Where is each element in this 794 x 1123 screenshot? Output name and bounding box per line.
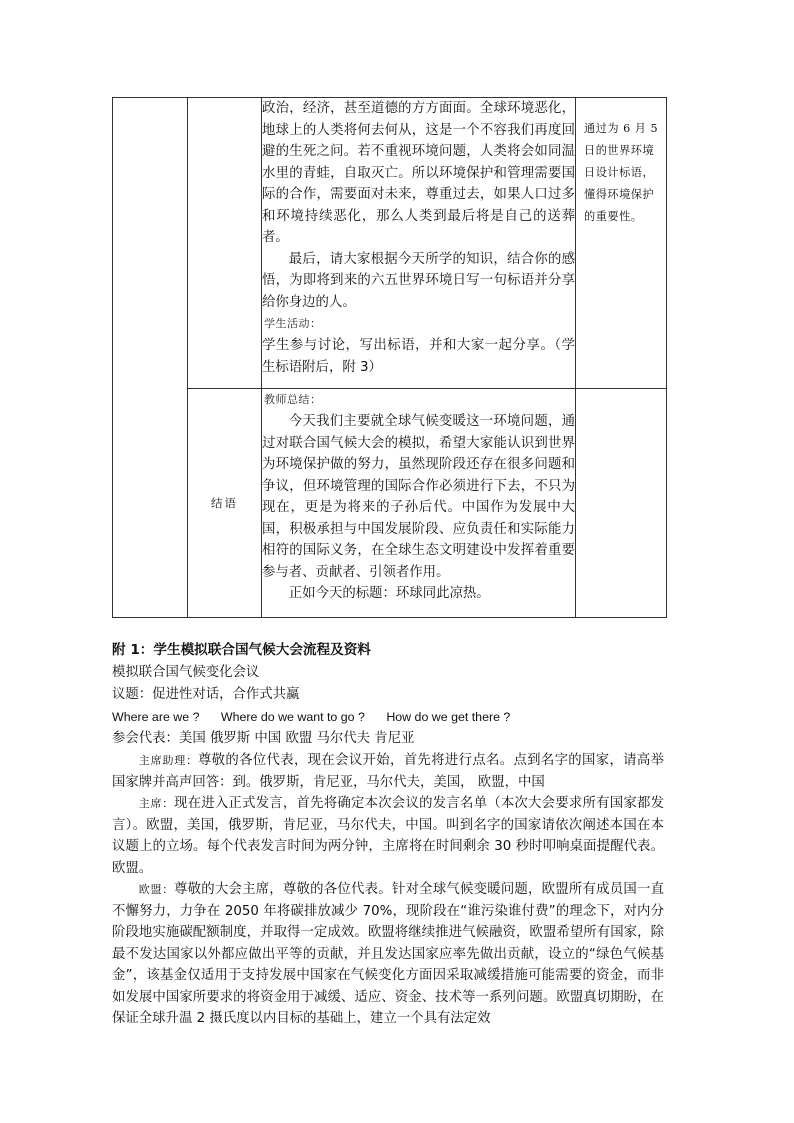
question-2: Where do we want to go ? (220, 710, 365, 724)
teacher-text-closing: 最后，请大家根据今天所学的知识，结合你的感悟，为即将到来的六五世界环境日写一句标语并分享给你身边的人。 (262, 251, 575, 310)
lesson-plan-table (112, 97, 667, 618)
appendix-topic: 议题：促进性对话，合作式共赢 (112, 687, 300, 702)
design-intent-cell (576, 98, 667, 389)
appendix-subtitle: 模拟联合国气候变化会议 (112, 665, 260, 680)
speaker-label: 欧盟： (138, 883, 174, 896)
student-activity-label: 学生活动： (264, 317, 322, 330)
design-intent-cell (576, 389, 667, 618)
step-cell (188, 98, 262, 389)
activity-cell (262, 389, 576, 618)
speech-paragraph (112, 793, 664, 879)
speech-text: 尊敬的各位代表，现在会议开始，首先将进行点名。点到名字的国家，请高举国家牌并高声回答：到。俄罗斯，肯尼亚，马尔代夫，美国， 欧盟，中国 (112, 753, 665, 790)
speech-text: 尊敬的大会主席，尊敬的各位代表。针对全球气候变暖问题，欧盟所有成员国一直不懈努力，力争在 2050 年将碳排放减少 70%，现阶段在“谁污染谁付费”的理念下，对内分阶段地实施碳配额制度，并取得一定成效。欧盟将继续推进气候融资，欧盟希望所有国家，除最不发达国家以外都应做出平等的贡献，并且发达国家应率先做出贡献，设立的“绿色气候基金”，该基金仅适用于支持发展中国家在气候变化方面因采取减缓措施可能需要的资金，而非如发展中国家所要求的将资金用于减缓、适应、资金、技术等一系列问题。欧盟真切期盼，在保证全球升温 2 摄氏度以内目标的基础上，建立一个具有法定效 (112, 882, 665, 1026)
table-row (113, 98, 667, 389)
teacher-summary-label: 教师总结： (264, 393, 322, 406)
student-activity-text: 学生参与讨论，写出标语，并和大家一起分享。（学生标语附后，附 3） (262, 338, 575, 375)
stage-cell (113, 98, 188, 618)
design-intent-note: 通过为 6 月 5 日的世界环境日设计标语，懂得环境保护的重要性。 (584, 122, 659, 223)
guiding-questions (112, 706, 664, 728)
question-3: How do we get there ? (386, 710, 511, 724)
activity-cell (262, 98, 576, 389)
teacher-summary-closing: 正如今天的标题：环球同此凉热。 (288, 586, 490, 601)
appendix-title: 附 1：学生模拟联合国气候大会流程及资料 (112, 642, 371, 658)
question-1: Where are we ? (112, 710, 200, 724)
speaker-label: 主席助理： (138, 754, 198, 767)
teacher-text: 政治，经济，甚至道德的方方面面。全球环境恶化，地球上的人类将何去何从，这是一个不容我们再度回避的生死之问。若不重视环境问题，人类将会如同温水里的青蛙，自取灭亡。所以环境保护和管理需要国际的合作，需要面对未来，尊重过去，如果人口过多和环境持续恶化，那么人类到最后将是自己的送葬者。 (262, 101, 575, 245)
table-row (113, 389, 667, 618)
speech-paragraph (112, 750, 664, 793)
delegates-list: 参会代表：美国 俄罗斯 中国 欧盟 马尔代夫 肯尼亚 (112, 731, 415, 746)
speech-paragraph (112, 879, 664, 1030)
speech-text: 现在进入正式发言，首先将确定本次会议的发言名单（本次大会要求所有国家都发言）。欧盟，美国，俄罗斯，肯尼亚，马尔代夫，中国。叫到名字的国家请依次阐述本国在本议题上的立场。每个代表发言时间为两分钟，主席将在时间剩余 30 秒时叩响桌面提醒代表。欧盟。 (112, 796, 665, 876)
step-label-conclusion: 结语 (188, 389, 262, 618)
teacher-summary-text: 今天我们主要就全球气候变暖这一环境问题，通过对联合国气候大会的模拟，希望大家能认识到世界为环境保护做的努力，虽然现阶段还存在很多问题和争议，但环境管理的国际合作必须进行下去，不只为现在，更是为将来的子孙后代。中国作为发展中大国，积极承担与中国发展阶段、应负责任和实际能力相符的国际义务，在全球生态文明建设中发挥着重要参与者、贡献者、引领者作用。 (262, 414, 575, 580)
speaker-label: 主席： (138, 797, 174, 810)
appendix-section (112, 634, 664, 1030)
